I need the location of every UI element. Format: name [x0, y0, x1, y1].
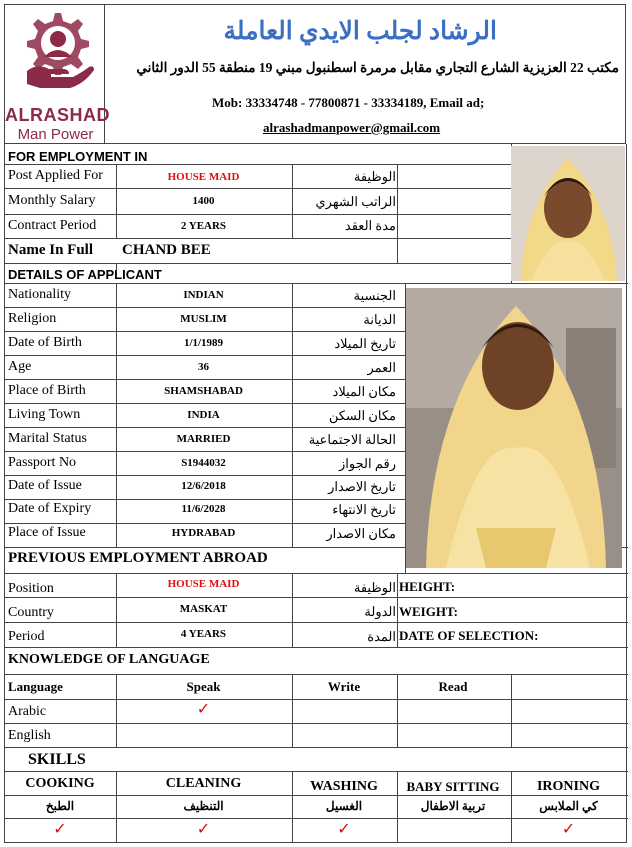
arabic-period: المدة	[367, 629, 396, 644]
value-salary: 1400	[192, 195, 215, 207]
skill-cleaning: CLEANING	[165, 776, 242, 791]
lang-english: English	[8, 728, 51, 743]
value-town: INDIA	[187, 409, 220, 421]
lang-header-read: Read	[438, 679, 468, 694]
label-post: Post Applied For	[8, 168, 103, 183]
label-religion: Religion	[8, 311, 57, 326]
skill-ironing-check: ✓	[561, 821, 576, 838]
arabic-town: مكان السكن	[328, 408, 396, 423]
label-dob: Date of Birth	[8, 335, 82, 350]
skill-washing-check: ✓	[337, 821, 351, 838]
arabic-country: الدولة	[364, 604, 396, 619]
section-employment: FOR EMPLOYMENT IN	[8, 149, 148, 164]
skill-ironing: IRONING	[536, 779, 600, 794]
section-applicant: DETAILS OF APPLICANT	[8, 267, 162, 282]
lang-arabic: Arabic	[8, 704, 47, 719]
skill-cooking: COOKING	[25, 776, 95, 791]
arabic-position: الوظيفة	[353, 580, 396, 595]
value-post: HOUSE MAID	[167, 171, 240, 183]
selection-date-label: DATE OF SELECTION:	[399, 628, 539, 643]
value-pob: SHAMSHABAD	[164, 385, 243, 397]
label-contract: Contract Period	[8, 218, 97, 233]
section-language: KNOWLEDGE OF LANGUAGE	[8, 652, 210, 667]
skill-babysitting-ar: تربية الاطفال	[420, 799, 486, 813]
logo-icon	[7, 9, 103, 99]
arabic-address: مكتب 22 العزيزية الشارع التجاري مقابل مرمرة اسطنبول مبني 19 منطقة 55 الدور الثاني	[136, 60, 619, 75]
label-town: Living Town	[8, 407, 81, 422]
value-age: 36	[198, 361, 209, 373]
arabic-religion: الديانة	[363, 312, 396, 327]
lang-arabic-speak-check: ✓	[196, 701, 211, 718]
value-passport: S1944032	[181, 457, 226, 469]
label-name: Name In Full	[8, 242, 94, 258]
arabic-nationality: الجنسية	[353, 288, 396, 303]
skill-cleaning-check: ✓	[196, 821, 211, 838]
arabic-title: الرشاد لجلب الايدي العاملة	[223, 18, 497, 45]
header-box	[104, 4, 626, 144]
arabic-passport: رقم الجواز	[339, 456, 396, 471]
logo-name: ALRASHAD	[5, 105, 110, 125]
value-issue-date: 12/6/2018	[181, 480, 226, 492]
label-age: Age	[8, 359, 32, 374]
mobile-numbers: Mob: 33334748 - 77800871 - 33334189, Email ad;	[212, 95, 485, 110]
arabic-salary: الراتب الشهري	[315, 194, 396, 209]
section-previous: PREVIOUS EMPLOYMENT ABROAD	[8, 550, 268, 566]
skill-babysitting: BABY SITTING	[406, 779, 500, 794]
arabic-dob: تاريخ الميلاد	[334, 336, 396, 351]
arabic-marital: الحالة الاجتماعية	[308, 432, 396, 447]
label-nationality: Nationality	[8, 287, 71, 302]
arabic-pob: مكان الميلاد	[332, 384, 396, 399]
skill-cooking-ar: الطبخ	[45, 799, 75, 813]
weight-label: WEIGHT:	[399, 604, 458, 619]
label-pob: Place of Birth	[8, 383, 86, 398]
label-issue-place: Place of Issue	[8, 525, 86, 540]
skill-ironing-ar: كي الملابس	[539, 799, 598, 813]
section-skills: SKILLS	[28, 751, 86, 768]
value-marital: MARRIED	[176, 433, 231, 445]
value-country: MASKAT	[179, 603, 228, 615]
label-marital: Marital Status	[8, 431, 87, 446]
lang-header-write: Write	[327, 679, 361, 694]
applicant-photo-large	[406, 288, 622, 568]
label-issue-date: Date of Issue	[8, 478, 82, 493]
value-religion: MUSLIM	[180, 313, 227, 325]
label-expiry: Date of Expiry	[8, 501, 92, 516]
label-position: Position	[8, 581, 54, 596]
value-name: CHAND BEE	[122, 242, 211, 258]
arabic-issue-date: تاريخ الاصدار	[328, 479, 396, 494]
applicant-photo-small	[511, 146, 625, 281]
skill-cooking-check: ✓	[53, 821, 67, 838]
email-link[interactable]: alrashadmanpower@gmail.com	[263, 120, 441, 135]
value-contract: 2 YEARS	[180, 220, 227, 232]
value-position: HOUSE MAID	[167, 578, 240, 590]
skill-washing-ar: الغسيل	[325, 799, 363, 813]
arabic-issue-place: مكان الاصدار	[326, 526, 396, 541]
arabic-expiry: تاريخ الانتهاء	[332, 502, 396, 517]
value-dob: 1/1/1989	[183, 337, 224, 349]
label-salary: Monthly Salary	[8, 193, 96, 208]
arabic-contract: مدة العقد	[344, 218, 396, 233]
skill-washing: WASHING	[310, 779, 378, 794]
value-issue-place: HYDRABAD	[171, 527, 236, 539]
logo-box	[4, 4, 110, 144]
arabic-age: العمر	[367, 360, 396, 375]
label-passport: Passport No	[8, 455, 77, 470]
logo-tagline: Man Power	[17, 126, 94, 143]
label-period: Period	[8, 629, 45, 644]
lang-header-speak: Speak	[186, 679, 221, 694]
value-period: 4 YEARS	[180, 628, 227, 640]
skill-cleaning-ar: التنظيف	[183, 799, 224, 813]
arabic-post: الوظيفة	[353, 169, 396, 184]
height-label: HEIGHT:	[399, 579, 456, 594]
value-nationality: INDIAN	[183, 289, 224, 301]
label-country: Country	[8, 605, 54, 620]
lang-header-language: Language	[8, 679, 63, 694]
value-expiry: 11/6/2028	[181, 503, 226, 515]
